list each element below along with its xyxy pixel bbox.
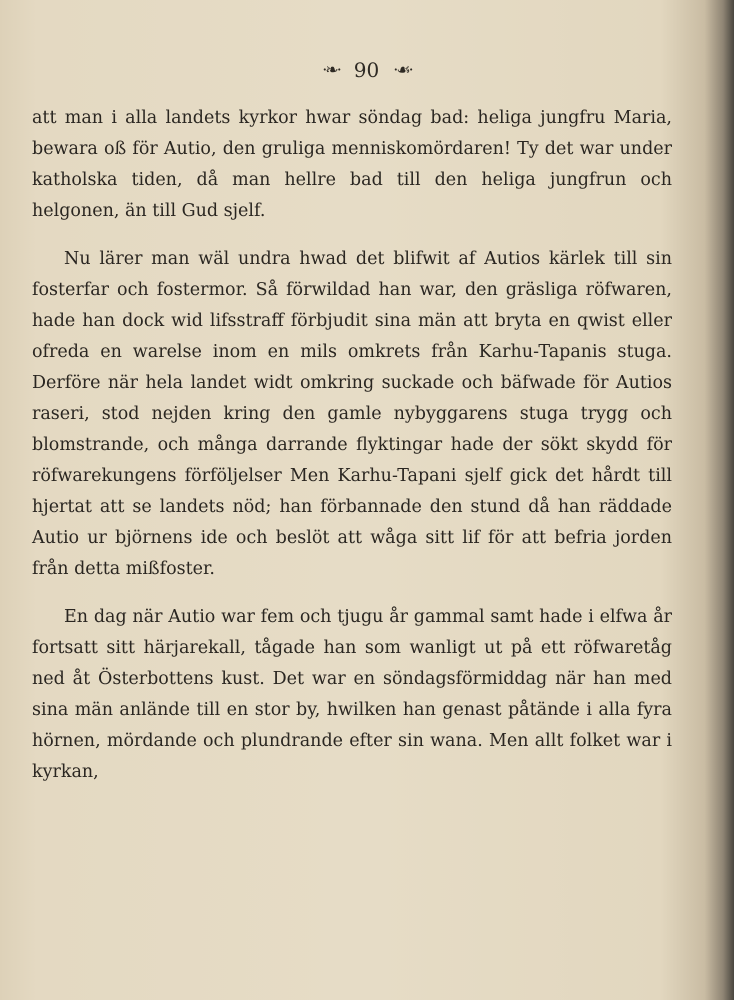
paragraph-3: En dag när Autio war fem och tjugu år gammal samt hade i elfwa år fortsatt sitt härjarekall, tågade han som wanligt ut på ett röfwaretåg ned åt Österbottens kust. Det war en söndagsförmiddag när han med sina män anlände till en stor by, hwilken han genast påtände i alla fyra hörnen, mördande och plundrande efter sin wana. Men allt folket war i kyrkan,	[32, 607, 672, 782]
paragraph-2: Nu lärer man wäl undra hwad det blifwit af Autios kärlek till sin fosterfar och fostermor. Så förwildad han war, den gräsliga röfwaren, hade han dock wid lifsstraff förbjudit sina män att bryta en qwist eller ofreda en warelse inom en mils omkrets från Karhu-Tapanis stuga. Derföre när hela landet widt omkring suckade och bäfwade för Autios raseri, stod nejden kring den gamle nybyggarens stuga trygg och blomstrande, och många darrande flyktingar hade der sökt skydd för röfwarekungens förföljelser Men Karhu-Tapani sjelf gick det hårdt till hjertat att se landets nöd; han förbannade den stund då han räddade Autio ur björnens ide och beslöt att wåga sitt lif för att befria jorden från detta mißfoster.	[32, 249, 672, 579]
ornament-left-icon: ·❧·	[322, 60, 340, 79]
paragraph-1: att man i alla landets kyrkor hwar söndag bad: heliga jungfru Maria, bewara oß för Autio, den gruliga menniskomördaren! Ty det war under katholska tiden, då man hellre bad till den heliga jungfrun och helgonen, än till Gud sjelf.	[32, 108, 672, 221]
page-header	[0, 58, 734, 82]
text-body	[32, 103, 672, 788]
ornament-right-icon: ·☙·	[393, 60, 412, 79]
page-number: 90	[353, 58, 380, 82]
